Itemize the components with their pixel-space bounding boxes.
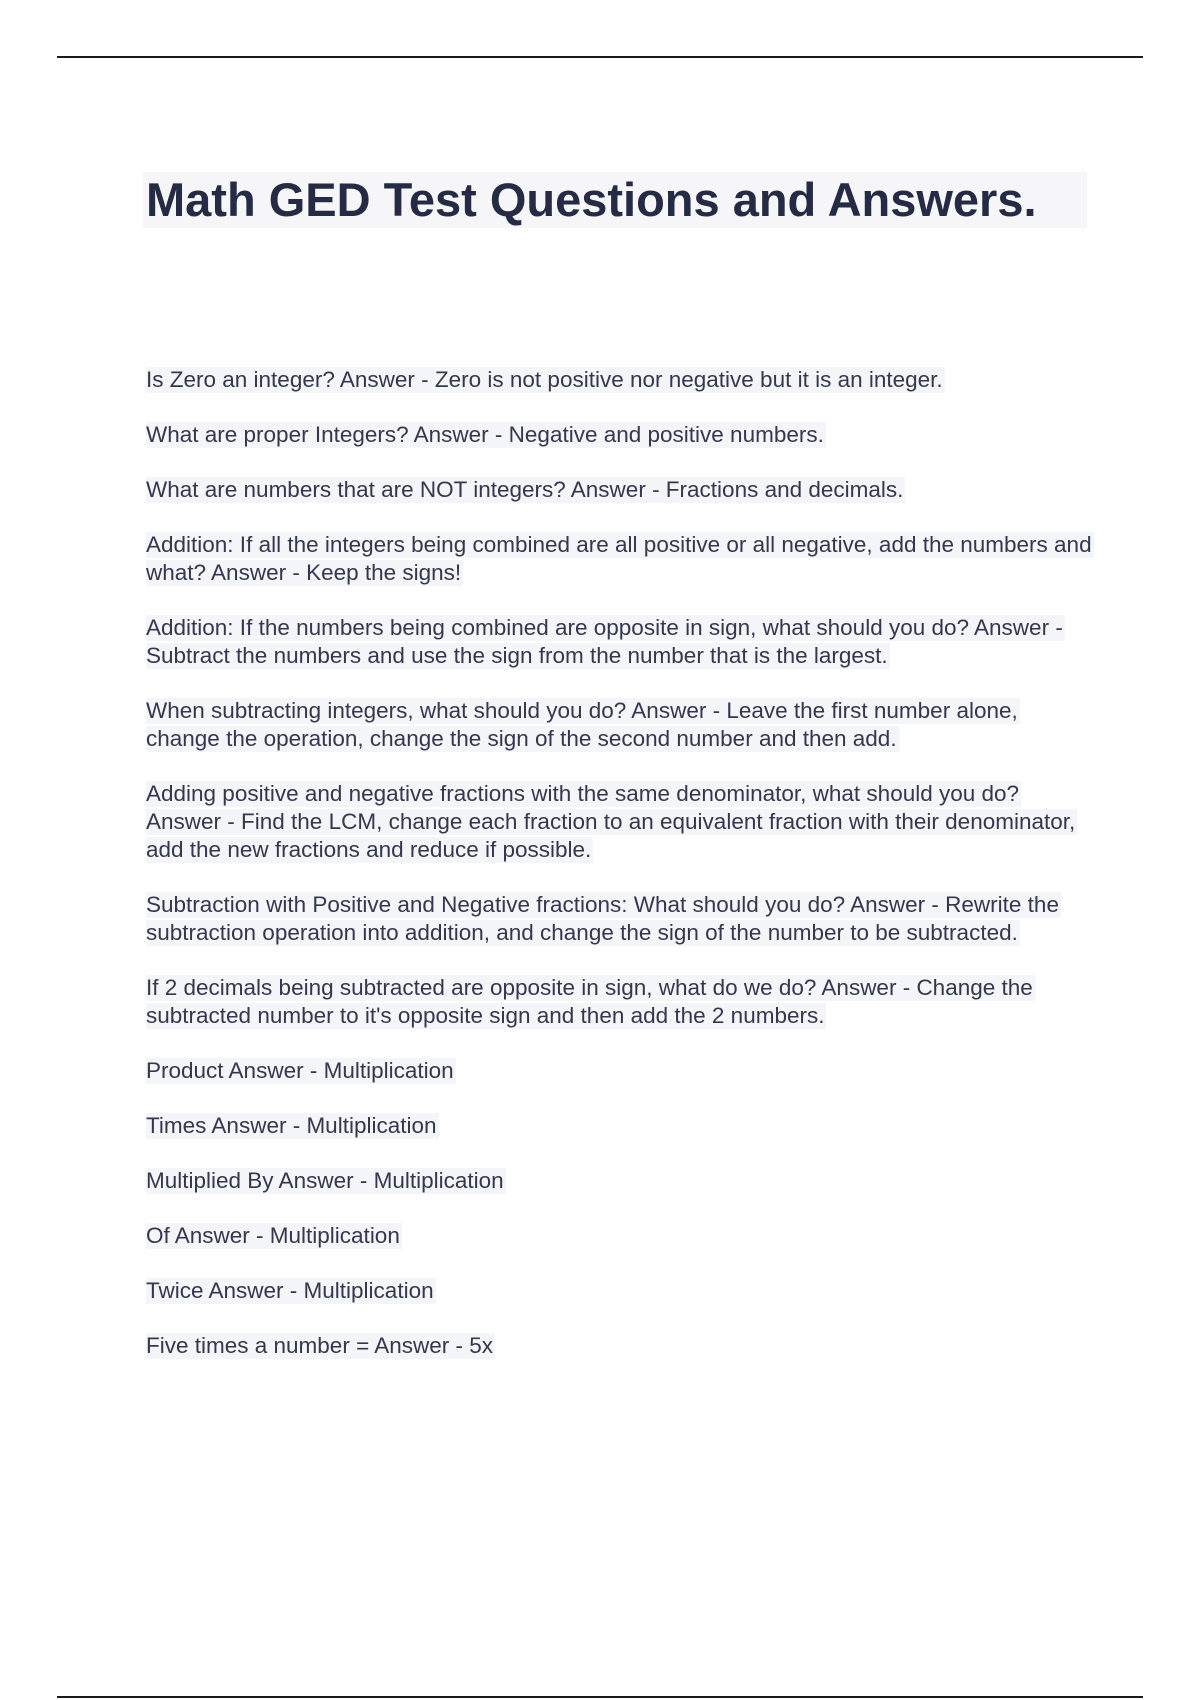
page-title: Math GED Test Questions and Answers.	[146, 173, 1037, 226]
qa-text: Subtraction with Positive and Negative fractions: What should you do? Answer - Rewrite the subtraction operation into addition, and change the sign of the number to be subtracted.	[146, 892, 1059, 945]
qa-item	[146, 697, 1096, 753]
qa-text: Addition: If all the integers being combined are all positive or all negative, add the numbers and what? Answer - Keep the signs!	[146, 532, 1092, 585]
qa-text: Is Zero an integer? Answer - Zero is not positive nor negative but it is an integer.	[146, 367, 943, 392]
qa-text: Twice Answer - Multiplication	[146, 1278, 434, 1303]
qa-list	[146, 366, 1096, 1387]
qa-text: What are proper Integers? Answer - Negative and positive numbers.	[146, 422, 824, 447]
qa-item	[146, 1332, 1096, 1360]
qa-item	[146, 1112, 1096, 1140]
qa-item	[146, 531, 1096, 587]
qa-item	[146, 1222, 1096, 1250]
qa-text: Product Answer - Multiplication	[146, 1058, 454, 1083]
qa-text: If 2 decimals being subtracted are opposite in sign, what do we do? Answer - Change the subtracted number to it's opposite sign and then add the 2 numbers.	[146, 975, 1033, 1028]
qa-item	[146, 891, 1096, 947]
qa-text: Addition: If the numbers being combined are opposite in sign, what should you do? Answer - Subtract the numbers and use the sign from the number that is the largest.	[146, 615, 1063, 668]
qa-text: Times Answer - Multiplication	[146, 1113, 437, 1138]
qa-text: When subtracting integers, what should you do? Answer - Leave the first number alone, change the operation, change the sign of the second number and then add.	[146, 698, 1018, 751]
qa-item	[146, 614, 1096, 670]
qa-text: Multiplied By Answer - Multiplication	[146, 1168, 504, 1193]
qa-item	[146, 1057, 1096, 1085]
qa-text: What are numbers that are NOT integers? Answer - Fractions and decimals.	[146, 477, 904, 502]
qa-item	[146, 366, 1096, 394]
qa-item	[146, 476, 1096, 504]
qa-item	[146, 1277, 1096, 1305]
qa-text: Five times a number = Answer - 5x	[146, 1333, 494, 1358]
qa-item	[146, 974, 1096, 1030]
top-rule	[57, 56, 1143, 58]
bottom-rule	[57, 1696, 1143, 1698]
qa-item	[146, 421, 1096, 449]
qa-text: Of Answer - Multiplication	[146, 1223, 400, 1248]
qa-item	[146, 780, 1096, 864]
qa-item	[146, 1167, 1096, 1195]
qa-text: Adding positive and negative fractions with the same denominator, what should you do? Answer - Find the LCM, change each fraction to an equivalent fraction with their denominator, add the new fractions and reduce if possible.	[146, 781, 1076, 862]
